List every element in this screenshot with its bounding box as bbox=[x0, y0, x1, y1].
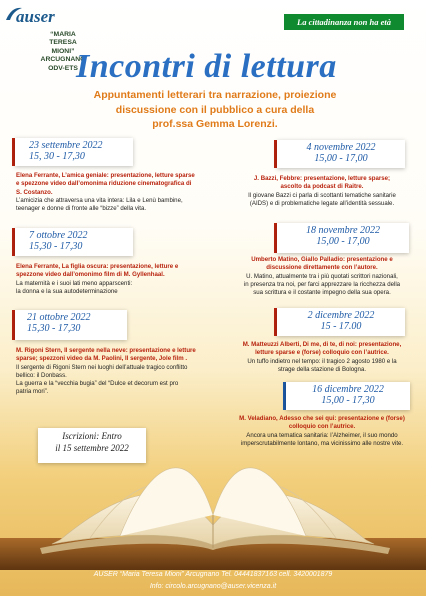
event-date: 2 dicembre 2022 bbox=[307, 310, 375, 321]
event-body-line: in presenza tra noi, per farci apprezzare la ricchezza della bbox=[243, 280, 401, 288]
page-title: Incontri di lettura bbox=[76, 48, 337, 85]
registration-line: il 15 settembre 2022 bbox=[55, 442, 129, 453]
event-body-line: imperscrutabilmente lontano, ma vicinissimo alle nostre vite. bbox=[240, 439, 404, 447]
org-line: MIONI” bbox=[51, 47, 75, 55]
event-body-line: Il giovane Bazzi ci parla di scottanti tematiche sanitarie bbox=[248, 191, 396, 199]
event-time: 15,00 - 17,00 bbox=[314, 153, 368, 164]
footer-email: Info: circolo.arcugnano@auser.vicenza.it bbox=[149, 583, 277, 590]
event-body-line: La guerra e la “vecchia bugia” del “Dulce et decorum est pro bbox=[16, 380, 179, 388]
date-box bbox=[15, 310, 127, 340]
footer-contact: AUSER “Maria Teresa Mioni” Arcugnano Tel. 04441837163 cell. 3420001879 bbox=[93, 571, 333, 578]
event-body-line: sua scrittura e il costante impegno della sua opera. bbox=[253, 289, 391, 297]
event-time: 15,00 - 17,00 bbox=[316, 236, 370, 247]
event-date: 7 ottobre 2022 bbox=[29, 230, 88, 241]
date-box bbox=[286, 382, 410, 410]
event-description bbox=[222, 175, 422, 208]
event-head-line: Elena Ferrante, La figlia oscura: presentazione, letture e bbox=[16, 263, 179, 270]
event-head-line: ascolto da podcast di Raitre. bbox=[280, 183, 364, 191]
slogan-banner: La cittadinanza non ha età bbox=[284, 14, 404, 30]
event-date: 23 settembre 2022 bbox=[29, 140, 103, 151]
event-body-line: patria mori”. bbox=[16, 388, 49, 396]
event-head-line: e spezzone video dall’omonima riduzione cinematografica di bbox=[16, 180, 192, 188]
event-body-line: (AIDS) e di problematiche legate all’identità sessuale. bbox=[249, 199, 395, 207]
org-line: “MARIA bbox=[50, 31, 76, 38]
subtitle bbox=[40, 88, 390, 132]
event-date: 16 dicembre 2022 bbox=[312, 384, 384, 395]
org-line: ODV-ETS bbox=[48, 64, 78, 72]
event-head-line: colloquio con l’autrice. bbox=[288, 423, 356, 431]
subtitle-line: prof.ssa Gemma Lorenzi. bbox=[152, 118, 278, 131]
event-head-line: discussione direttamente con l’autore. bbox=[266, 264, 378, 272]
event-description bbox=[16, 263, 216, 296]
event-body-line: La maternità e i suoi lati meno apparscenti: bbox=[16, 279, 133, 287]
event-head-line: Umberto Matino, Giallo Palladio: presentazione e bbox=[251, 256, 393, 263]
org-line: ARCUGNANO bbox=[40, 56, 86, 64]
event-head-line: Elena Ferrante, L’amica geniale: presentazione, letture sparse bbox=[16, 172, 195, 179]
event-date: 18 novembre 2022 bbox=[305, 225, 381, 236]
event-body-line: teenager e donne di fronte alle “bizze” della vita. bbox=[16, 205, 147, 213]
event-time: 15, 30 - 17,30 bbox=[29, 151, 85, 162]
event-time: 15 - 17.00 bbox=[320, 321, 362, 332]
date-box bbox=[277, 308, 405, 336]
event-description bbox=[222, 256, 422, 297]
date-box bbox=[277, 140, 405, 168]
event-body-line: Un tuffo indietro nel tempo: il tragico 2 agosto 1980 e la bbox=[247, 357, 397, 365]
org-line: TERESA bbox=[49, 39, 77, 47]
event-head-line: J. Bazzi, Febbre: presentazione, letture sparse; bbox=[253, 175, 391, 182]
event-body-line: U. Matino, attualmente tra i più quotati scrittori nazionali, bbox=[246, 272, 398, 280]
event-time: 15,30 - 17,30 bbox=[29, 241, 83, 252]
event-body-line: Ancora una tematica sanitaria: l’Alzheimer, il suo mondo bbox=[246, 431, 398, 439]
event-body-line: bellico: il Donbass. bbox=[16, 371, 67, 379]
event-body-line: Il sergente di Rigoni Stern nei luoghi dell’attuale tragico conflitto bbox=[16, 363, 188, 371]
event-date: 4 novembre 2022 bbox=[306, 142, 376, 153]
registration-notice bbox=[38, 428, 146, 463]
date-box bbox=[15, 228, 133, 256]
event-description bbox=[222, 341, 422, 374]
date-box bbox=[277, 223, 409, 253]
event-head-line: S. Costanzo. bbox=[16, 188, 53, 196]
event-head-line: letture sparse e (forse) colloquio con l’autrice. bbox=[255, 349, 389, 357]
event-date: 21 ottobre 2022 bbox=[27, 312, 91, 323]
logo-name: auser bbox=[16, 7, 55, 26]
event-body-line: la donna e la sua autodeterminazione bbox=[16, 287, 118, 295]
subtitle-line: Appuntamenti letterari tra narrazione, proiezione bbox=[93, 89, 337, 101]
event-head-line: M. Rigoni Stern, Il sergente nella neve: presentazione e letture bbox=[16, 347, 196, 354]
event-head-line: sparse; spezzoni video da M. Paolini, Il sergente, Jole film . bbox=[16, 355, 188, 363]
event-head-line: spezzone video dall’omonimo film di M. Gyllenhaal. bbox=[16, 271, 165, 279]
event-head-line: M. Veladiano, Adesso che sei qui: presentazione e (forse) bbox=[239, 415, 405, 422]
event-description bbox=[16, 347, 226, 397]
event-time: 15,30 - 17,30 bbox=[27, 323, 81, 334]
event-head-line: M. Matteuzzi Alberti, Di me, di te, di noi: presentazione, bbox=[242, 341, 402, 348]
event-description bbox=[16, 172, 216, 213]
event-body-line: L’amicizia che attraversa una vita intera: Lila e Lenù bambine, bbox=[16, 196, 183, 204]
registration-line: Iscrizioni: Entro bbox=[62, 431, 122, 441]
event-time: 15,00 - 17,30 bbox=[321, 395, 375, 406]
date-box bbox=[15, 138, 133, 166]
event-body-line: strage della stazione di Bologna. bbox=[277, 365, 367, 373]
subtitle-line: discussione con il pubblico a cura della bbox=[115, 103, 315, 116]
